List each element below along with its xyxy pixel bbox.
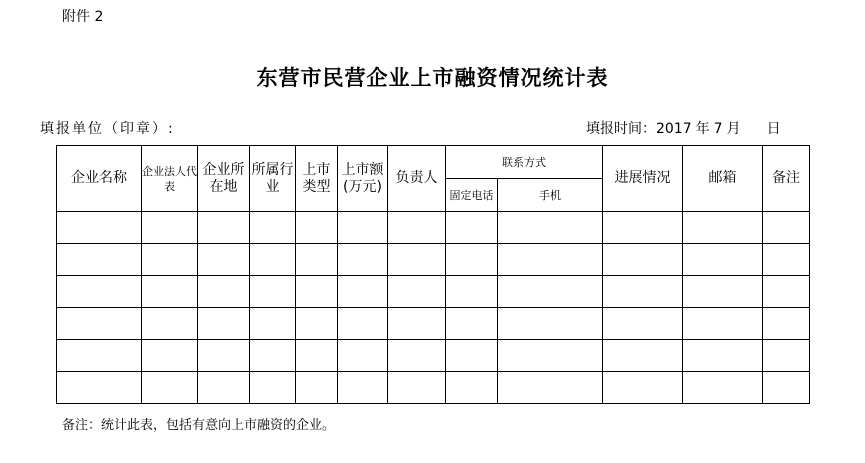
header-location: 企业所在地 xyxy=(198,146,250,212)
header-company-name: 企业名称 xyxy=(57,146,142,212)
fill-time xyxy=(586,118,781,138)
table-cell[interactable] xyxy=(142,276,198,308)
table-cell[interactable] xyxy=(338,340,388,372)
table-cell[interactable] xyxy=(498,372,603,404)
table-cell[interactable] xyxy=(142,372,198,404)
table-cell[interactable] xyxy=(57,340,142,372)
attachment-label: 附件 2 xyxy=(62,9,104,25)
table-cell[interactable] xyxy=(388,308,446,340)
table-cell[interactable] xyxy=(296,372,338,404)
table-cell[interactable] xyxy=(603,276,683,308)
header-legal-rep: 企业法人代表 xyxy=(142,146,198,212)
table-cell[interactable] xyxy=(498,340,603,372)
header-person-in-charge: 负责人 xyxy=(388,146,446,212)
table-row xyxy=(57,276,810,308)
table-cell[interactable] xyxy=(388,244,446,276)
table-cell[interactable] xyxy=(603,244,683,276)
table-cell[interactable] xyxy=(57,372,142,404)
table-cell[interactable] xyxy=(388,372,446,404)
table-row xyxy=(57,212,810,244)
header-listing-amount: 上市额(万元) xyxy=(338,146,388,212)
fill-time-year: 2017 xyxy=(656,121,692,137)
table-cell[interactable] xyxy=(296,212,338,244)
table-cell[interactable] xyxy=(57,276,142,308)
table-cell[interactable] xyxy=(763,340,810,372)
table-cell[interactable] xyxy=(296,308,338,340)
table-cell[interactable] xyxy=(498,308,603,340)
table-cell[interactable] xyxy=(142,212,198,244)
fill-time-year-unit: 年 xyxy=(695,121,710,137)
table-cell[interactable] xyxy=(296,244,338,276)
fill-time-month-unit: 月 xyxy=(726,121,741,137)
footnote: 备注：统计此表，包括有意向上市融资的企业。 xyxy=(62,418,336,433)
table-cell[interactable] xyxy=(763,276,810,308)
table-cell[interactable] xyxy=(198,308,250,340)
table-cell[interactable] xyxy=(446,308,498,340)
table-cell[interactable] xyxy=(388,212,446,244)
header-remarks: 备注 xyxy=(763,146,810,212)
table-cell[interactable] xyxy=(603,212,683,244)
table-cell[interactable] xyxy=(446,244,498,276)
table-cell[interactable] xyxy=(296,340,338,372)
table-cell[interactable] xyxy=(683,212,763,244)
table-cell[interactable] xyxy=(338,308,388,340)
table-cell[interactable] xyxy=(250,308,296,340)
table-cell[interactable] xyxy=(250,340,296,372)
table-row xyxy=(57,340,810,372)
table-cell[interactable] xyxy=(763,372,810,404)
table-cell[interactable] xyxy=(57,244,142,276)
table-cell[interactable] xyxy=(198,276,250,308)
table-cell[interactable] xyxy=(498,244,603,276)
table-cell[interactable] xyxy=(603,372,683,404)
table-cell[interactable] xyxy=(498,276,603,308)
table-cell[interactable] xyxy=(250,244,296,276)
table-cell[interactable] xyxy=(198,244,250,276)
fill-time-label: 填报时间： xyxy=(586,121,656,137)
table-cell[interactable] xyxy=(57,308,142,340)
table-cell[interactable] xyxy=(683,308,763,340)
table-cell[interactable] xyxy=(763,212,810,244)
header-contact: 联系方式 xyxy=(446,146,603,179)
table-cell[interactable] xyxy=(250,372,296,404)
table-cell[interactable] xyxy=(338,276,388,308)
table-cell[interactable] xyxy=(250,212,296,244)
table-cell[interactable] xyxy=(388,276,446,308)
header-email: 邮箱 xyxy=(683,146,763,212)
table-cell[interactable] xyxy=(683,244,763,276)
table-cell[interactable] xyxy=(763,308,810,340)
table-cell[interactable] xyxy=(683,340,763,372)
table-cell[interactable] xyxy=(250,276,296,308)
header-mobile: 手机 xyxy=(498,179,603,212)
table-cell[interactable] xyxy=(446,340,498,372)
table-cell[interactable] xyxy=(498,212,603,244)
table-cell[interactable] xyxy=(338,212,388,244)
table-cell[interactable] xyxy=(603,340,683,372)
table-cell[interactable] xyxy=(683,276,763,308)
table-cell[interactable] xyxy=(198,340,250,372)
table-cell[interactable] xyxy=(142,244,198,276)
table-cell[interactable] xyxy=(683,372,763,404)
header-industry: 所属行业 xyxy=(250,146,296,212)
table-cell[interactable] xyxy=(763,244,810,276)
statistics-table xyxy=(56,145,810,404)
fill-time-day-unit: 日 xyxy=(766,121,781,137)
fill-time-month: 7 xyxy=(713,121,723,137)
table-cell[interactable] xyxy=(338,244,388,276)
table-cell[interactable] xyxy=(446,212,498,244)
table-row xyxy=(57,372,810,404)
page-title: 东营市民营企业上市融资情况统计表 xyxy=(256,66,609,90)
table-row xyxy=(57,244,810,276)
table-row xyxy=(57,308,810,340)
header-progress: 进展情况 xyxy=(603,146,683,212)
header-landline: 固定电话 xyxy=(446,179,498,212)
table-cell[interactable] xyxy=(142,340,198,372)
table-cell[interactable] xyxy=(388,340,446,372)
table-cell[interactable] xyxy=(198,372,250,404)
table-cell[interactable] xyxy=(142,308,198,340)
table-cell[interactable] xyxy=(603,308,683,340)
header-listing-type: 上市类型 xyxy=(296,146,338,212)
fill-unit-label: 填报单位（印章）: xyxy=(40,121,175,137)
table-cell[interactable] xyxy=(338,372,388,404)
table-cell[interactable] xyxy=(446,372,498,404)
table-cell[interactable] xyxy=(446,276,498,308)
table-cell[interactable] xyxy=(198,212,250,244)
table-cell[interactable] xyxy=(296,276,338,308)
table-cell[interactable] xyxy=(57,212,142,244)
